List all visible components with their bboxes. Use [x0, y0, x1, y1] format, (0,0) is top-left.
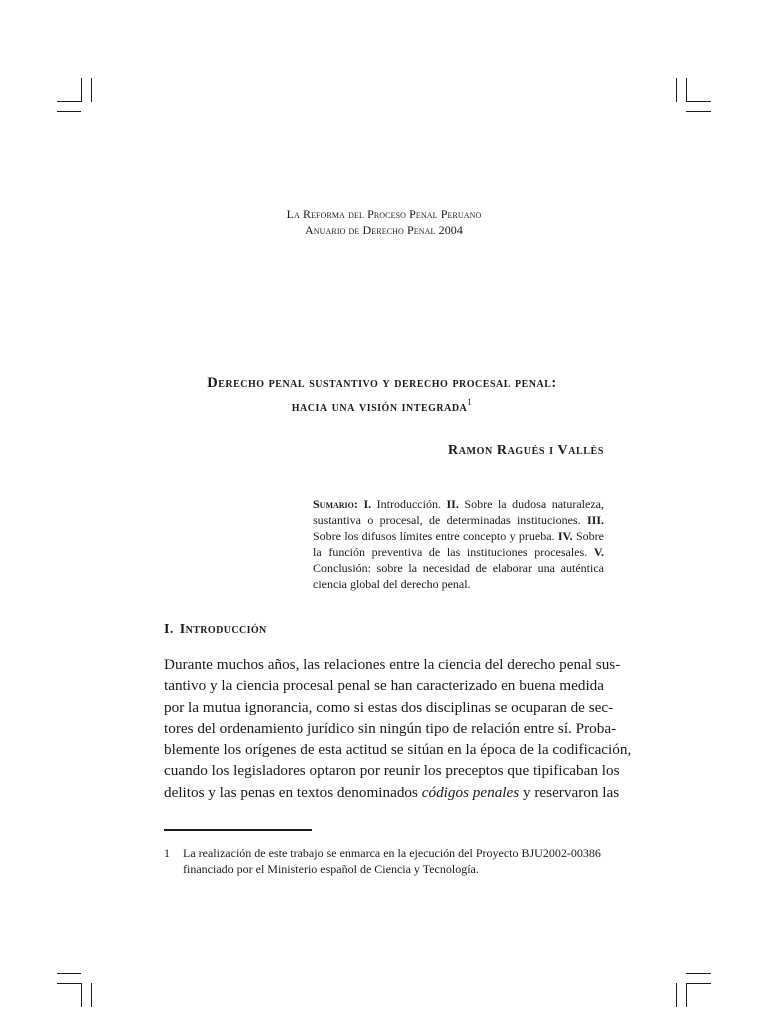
body-line-text: y reservaron las: [519, 783, 620, 801]
footnote-text: [183, 845, 604, 877]
footnote-line-1: La realización de este trabajo se enmarca en la ejecución del Proyecto BJU2002-00386: [183, 846, 601, 860]
footnote-number: 1: [164, 846, 170, 860]
italic-term: códigos penales: [421, 783, 520, 801]
body-line: blemente los orígenes de esta actitud se sitúan en la época de la codificación,: [164, 741, 632, 759]
summary-item-text: Conclusión: sobre la necesidad de elaborar una auténtica ciencia global del derecho penal.: [313, 561, 604, 591]
body-line: tores del ordenamiento jurídico sin ningún tipo de relación entre sí. Proba-: [164, 719, 617, 737]
article-title-line-1: Derecho penal sustantivo y derecho procesal penal:: [207, 375, 557, 391]
crop-mark: [686, 78, 687, 102]
crop-mark: [91, 78, 92, 102]
summary-item-text: Introducción.: [371, 497, 447, 511]
body-paragraph: [164, 654, 632, 803]
crop-mark: [81, 78, 82, 102]
summary-block: [313, 496, 604, 592]
body-line-text: delitos y las penas en textos denominados: [164, 783, 422, 801]
section-title: Introducción: [179, 622, 267, 637]
crop-mark: [57, 973, 81, 974]
article-title-line-2-text: hacia una visión integrada: [291, 399, 468, 415]
crop-mark: [686, 973, 711, 974]
crop-mark: [57, 101, 81, 102]
body-line-last: [164, 782, 620, 803]
crop-mark: [686, 983, 711, 984]
summary-item-text: Sobre la función preventiva de las instituciones procesales.: [313, 529, 605, 559]
body-line: Durante muchos años, las relaciones entre la ciencia del derecho penal sus-: [164, 656, 621, 673]
summary-label: Sumario:: [313, 497, 358, 511]
body-line: cuando los legisladores optaron por reunir los preceptos que tipificaban los: [164, 762, 620, 780]
article-title: [160, 371, 604, 419]
footnote-reference[interactable]: 1: [467, 397, 473, 408]
crop-mark: [676, 78, 677, 102]
body-line: por la mutua ignorancia, como si estas dos disciplinas se ocuparan de sec-: [164, 698, 614, 716]
summary-item-number: I.: [363, 497, 372, 511]
summary-item-number: III.: [586, 513, 604, 527]
crop-mark: [686, 983, 687, 1007]
running-head: [0, 206, 768, 238]
running-head-line-2: Anuario de Derecho Penal 2004: [304, 223, 463, 237]
crop-mark: [686, 101, 711, 102]
running-head-line-1: La Reforma del Proceso Penal Peruano: [286, 207, 482, 221]
summary-item-text: Sobre la dudosa naturaleza, sustantiva o procesal, de determinadas instituciones.: [313, 497, 604, 527]
body-line: tantivo y la ciencia procesal penal se han caracterizado en buena medida: [164, 677, 604, 695]
author-name: Ramon Ragués i Vallès: [448, 443, 604, 458]
crop-mark: [686, 111, 711, 112]
summary-item-number: IV.: [557, 529, 573, 543]
article-title-line-2: [160, 395, 604, 419]
summary-item-number: II.: [446, 497, 459, 511]
crop-mark: [91, 983, 92, 1007]
crop-mark: [57, 983, 81, 984]
section-number: I.: [164, 622, 174, 637]
section-heading: [164, 622, 267, 638]
crop-mark: [81, 983, 82, 1007]
footnote-rule: [164, 829, 312, 831]
crop-mark: [676, 983, 677, 1007]
footnote: [164, 845, 604, 877]
footnote-line-2: financiado por el Ministerio español de Ciencia y Tecnología.: [183, 862, 479, 876]
summary-item-number: V.: [593, 545, 604, 559]
crop-mark: [57, 111, 81, 112]
summary-item-text: Sobre los difusos límites entre concepto y prueba.: [313, 529, 558, 543]
